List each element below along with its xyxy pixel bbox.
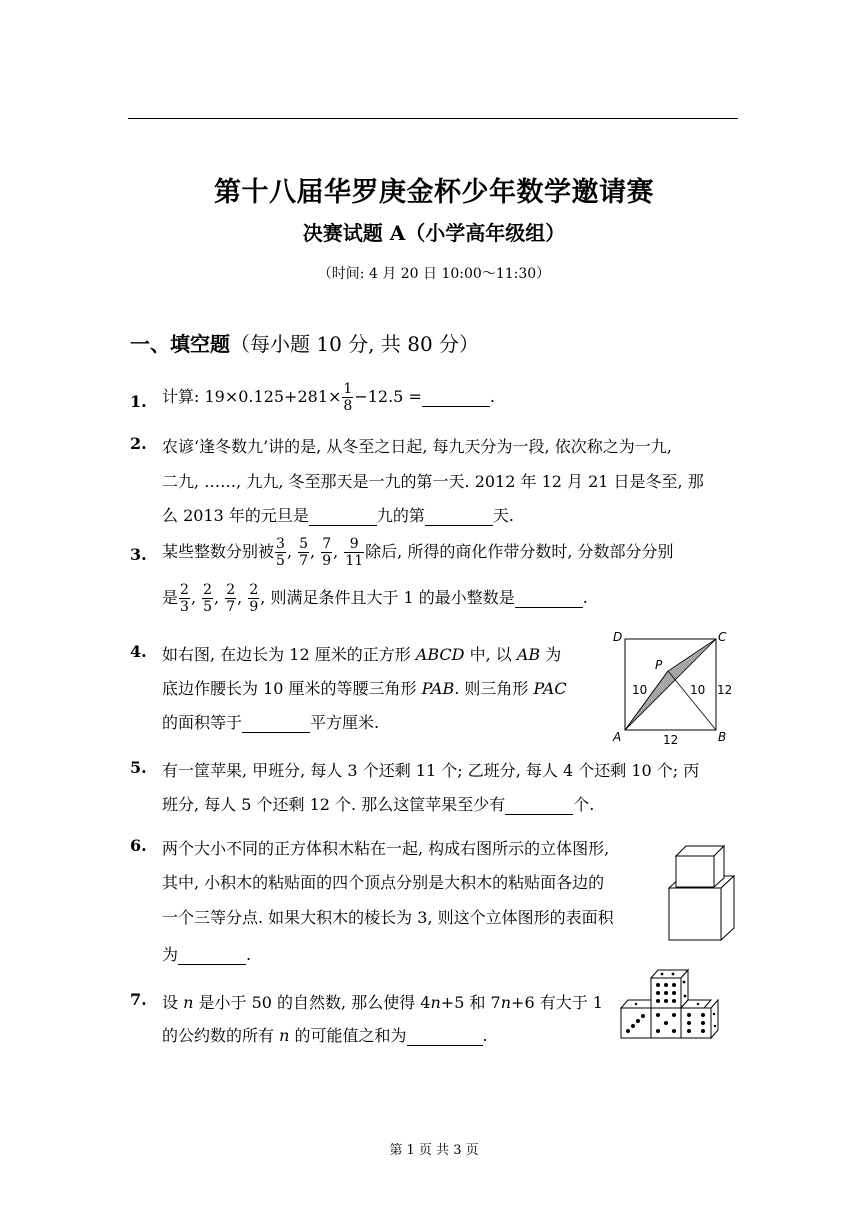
q4-text-e: . 则三角形 [454, 679, 534, 698]
q3-frac-3-den: 9 [322, 553, 332, 569]
q6-text-a: 为 [162, 945, 179, 964]
q3-frac-2-den: 7 [299, 553, 309, 569]
q1-end: . [489, 387, 495, 406]
q3-frac-8-num: 2 [249, 582, 259, 598]
q3-frac-6 [202, 582, 213, 615]
q3-frac-8 [248, 582, 259, 615]
q3-sep: , [310, 542, 316, 561]
q7-text-c: +5 和 7 [440, 993, 501, 1012]
label-d: D [613, 630, 623, 644]
label-c: C [718, 630, 727, 644]
square-triangle-figure [608, 628, 736, 748]
question-number-5: 5. [130, 758, 147, 777]
q3-line-1 [162, 536, 674, 569]
q5-text-a: 班分, 每人 5 个还剩 12 个. 那么这筐苹果至少有 [162, 795, 506, 814]
q3-sep: , [333, 542, 339, 561]
q3-sep: , [286, 542, 293, 561]
q3-frac-2 [298, 536, 309, 569]
q7-n-3: n [500, 993, 512, 1012]
q5-text-b: 个. [573, 795, 595, 814]
q4-line-3 [162, 710, 379, 733]
question-number-3: 3. [130, 545, 147, 564]
big-cube-front [669, 888, 721, 940]
label-ap-length: 10 [632, 683, 648, 697]
q2-text-b: 九的第 [376, 506, 425, 525]
q5-line-2 [162, 792, 594, 815]
label-a: A [613, 730, 622, 744]
section-title: 一、填空题 [130, 332, 230, 356]
q7-n-1: n [183, 993, 194, 1012]
q7-line-1 [162, 990, 603, 1013]
question-1 [162, 381, 495, 414]
q1-frac-den: 8 [343, 398, 353, 414]
q3-frac-5-den: 3 [180, 599, 189, 615]
section-heading [130, 328, 479, 357]
q4-pab: PAB [421, 679, 455, 698]
question-number-4: 4. [130, 642, 147, 661]
exam-time: （时间: 4 月 20 日 10:00～11:30） [317, 266, 551, 282]
q3-end: . [582, 588, 588, 607]
left-die-front [621, 1008, 651, 1038]
q6-line-3: 一个三等分点. 如果大积木的棱长为 3, 则这个立体图形的表面积 [162, 908, 614, 927]
label-b: B [718, 730, 727, 744]
small-cube-front [676, 856, 714, 887]
q3-frac-6-den: 5 [203, 599, 213, 615]
q3-frac-4-den: 11 [345, 553, 364, 569]
q6-line-4 [162, 942, 251, 965]
q3-sep: , [214, 588, 220, 607]
question-number-6: 6. [130, 836, 147, 855]
page-title: 第十八届华罗庚金杯少年数学邀请赛 [214, 177, 654, 208]
q3-text-b: 除后, 所得的商化作带分数时, 分数部分分别 [365, 542, 674, 561]
q6-text-b: . [246, 945, 252, 964]
answer-blank-3[interactable] [515, 588, 583, 608]
q3-frac-2-num: 5 [299, 536, 309, 552]
q7-n-4: n [279, 1026, 290, 1045]
page-footer: 第 1 页 共 3 页 [389, 1143, 479, 1158]
q7-text-f: 的可能值之和为 [289, 1026, 407, 1045]
q4-ab: AB [516, 645, 541, 664]
q3-frac-1-num: 3 [276, 536, 285, 552]
q3-frac-4 [344, 536, 364, 569]
q3-text-c: 是 [162, 588, 179, 607]
q3-line-2 [162, 582, 588, 615]
q3-frac-1-den: 5 [276, 553, 285, 569]
q1-fraction [342, 381, 353, 414]
q4-text-c: 为 [540, 645, 562, 664]
answer-blank-1[interactable] [422, 387, 490, 407]
q2-line-2: 二九, ……, 九九, 冬至那天是一九的第一天. 2012 年 12 月 21 日是冬至, 那 [162, 472, 704, 491]
q3-frac-6-num: 2 [203, 582, 213, 598]
q3-frac-4-num: 9 [344, 536, 364, 553]
answer-blank-2a[interactable] [309, 506, 377, 526]
question-number-7: 7. [130, 990, 147, 1009]
q3-frac-5 [179, 582, 190, 615]
q3-frac-7 [225, 582, 236, 615]
label-side-length: 12 [717, 683, 733, 697]
q7-text-a: 设 [162, 993, 184, 1012]
q1-text-a: 计算: 19×0.125+281× [162, 387, 342, 406]
q1-frac-num: 1 [343, 381, 353, 397]
q7-text-g: . [482, 1026, 488, 1045]
q3-text-a: 某些整数分别被 [162, 542, 275, 561]
q2-line-1: 农谚‘逢冬数九’讲的是, 从冬至之日起, 每九天分为一段, 依次称之为一九, [162, 437, 672, 456]
q3-frac-8-den: 9 [249, 599, 259, 615]
q3-frac-5-num: 2 [180, 582, 189, 598]
q3-frac-1 [275, 536, 286, 569]
q6-line-2: 其中, 小积木的粘贴面的四个顶点分别是大积木的粘贴面各边的 [162, 873, 605, 892]
q4-text-f: 的面积等于 [162, 713, 243, 732]
q4-text-a: 如右图, 在边长为 12 厘米的正方形 [162, 645, 416, 664]
answer-blank-7[interactable] [407, 1026, 483, 1046]
q4-line-1 [162, 642, 561, 665]
dice-figure [614, 966, 726, 1042]
q4-pac: PAC [533, 679, 567, 698]
answer-blank-2b[interactable] [425, 506, 493, 526]
label-p: P [655, 658, 663, 672]
q7-text-d: +6 有大于 1 [511, 993, 603, 1012]
q1-text-b: −12.5 = [354, 387, 422, 406]
q5-line-1: 有一筐苹果, 甲班分, 每人 3 个还剩 11 个; 乙班分, 每人 4 个还剩 10 个; 丙 [162, 761, 700, 780]
answer-blank-6[interactable] [178, 945, 246, 965]
section-note: （每小题 10 分, 共 80 分） [230, 332, 480, 356]
right-die-front [681, 1008, 711, 1038]
question-number-1: 1. [130, 392, 147, 411]
top-rule [128, 118, 738, 119]
q7-text-b: 是小于 50 的自然数, 那么使得 4 [193, 993, 431, 1012]
q7-text-e: 的公约数的所有 [162, 1026, 280, 1045]
q3-frac-3 [321, 536, 332, 569]
answer-blank-5[interactable] [505, 795, 573, 815]
question-number-2: 2. [130, 434, 147, 453]
q4-abcd: ABCD [415, 645, 465, 664]
q4-text-b: 中, 以 [464, 645, 517, 664]
q4-text-d: 底边作腰长为 10 厘米的等腰三角形 [162, 679, 422, 698]
q2-text-c: 天. [492, 506, 515, 525]
q6-line-1: 两个大小不同的正方体积木粘在一起, 构成右图所示的立体图形, [162, 839, 610, 858]
answer-blank-4[interactable] [242, 713, 310, 733]
q4-line-2 [162, 676, 567, 699]
q3-sep: , [190, 588, 197, 607]
q3-frac-3-num: 7 [322, 536, 332, 552]
q4-text-g: 平方厘米. [310, 713, 380, 732]
right-die-side [711, 1000, 718, 1038]
segment-pb [668, 671, 716, 730]
page-subtitle: 决赛试题 A（小学高年级组） [302, 221, 566, 245]
stacked-cubes-figure [662, 836, 742, 954]
q3-frac-7-den: 7 [226, 599, 236, 615]
q3-text-d: , 则满足条件且大于 1 的最小整数是 [260, 588, 515, 607]
q2-line-3 [162, 503, 514, 526]
q3-sep: , [237, 588, 243, 607]
q3-frac-7-num: 2 [226, 582, 236, 598]
label-bottom-length: 12 [663, 733, 679, 747]
q7-n-2: n [430, 993, 441, 1012]
segment-ap [625, 671, 668, 730]
big-cube-side [721, 876, 734, 940]
q2-text-a: 么 2013 年的元旦是 [162, 506, 309, 525]
label-pb-length: 10 [690, 683, 706, 697]
q7-line-2 [162, 1023, 488, 1046]
